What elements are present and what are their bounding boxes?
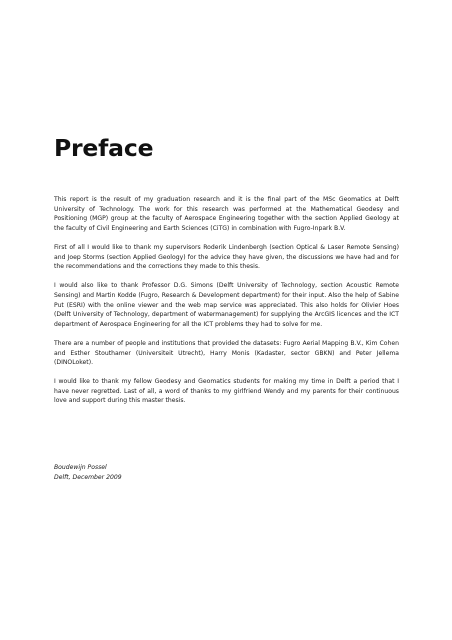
place-date: Delft, December 2009 (54, 473, 122, 481)
paragraph-intro: This report is the result of my graduation research and it is the final part of the MSc Geomatics at Delft University of Technology. The work for this research was performed at the Mathematical Geodesy and Positioning (MGP) group at the faculty of Aerospace Engineering together with the section Applied Geology at the faculty of Civil Engineering and Earth Sciences (CiTG) in combination with Fugro-Inpark B.V. (54, 196, 399, 232)
paragraph-acknowledgements: I would also like to thank Professor D.G. Simons (Delft University of Technology, section Acoustic Remote Sensing) and Martin Kodde (Fugro, Research & Development department) for their input. Also the help of Sabine Put (ESRI) with the online viewer and the web map service was appreciated. This also holds for Olivier Hoes (Delft University of Technology, department of watermanagement) for supplying the ArcGIS licences and the ICT department of Aerospace Engineering for all the ICT problems they had to solve for me. (54, 282, 399, 328)
paragraph-supervisors: First of all I would like to thank my supervisors Roderik Lindenbergh (section Optical & Laser Remote Sensing) and Joep Storms (section Applied Geology) for the advice they have given, the discussions we have had and for the recommendations and the corrections they made to this thesis. (54, 243, 399, 271)
signature-block (54, 463, 122, 482)
author-name: Boudewijn Possel (54, 464, 107, 471)
paragraph-datasets: There are a number of people and institutions that provided the datasets: Fugro Aerial Mapping B.V., Kim Cohen and Esther Stouthamer (Universiteit Utrecht), Harry Monis (Kadaster, sector GBKN) and Peter Jellema (DINOLoket). (54, 339, 399, 367)
paragraph-personal: I would like to thank my fellow Geodesy and Geomatics students for making my time in Delft a period that I have never regretted. Last of all, a word of thanks to my girlfriend Wendy and my parents for their continuous love and support during this master thesis. (54, 378, 399, 405)
preface-body (54, 195, 399, 416)
page-title: Preface (54, 134, 154, 162)
